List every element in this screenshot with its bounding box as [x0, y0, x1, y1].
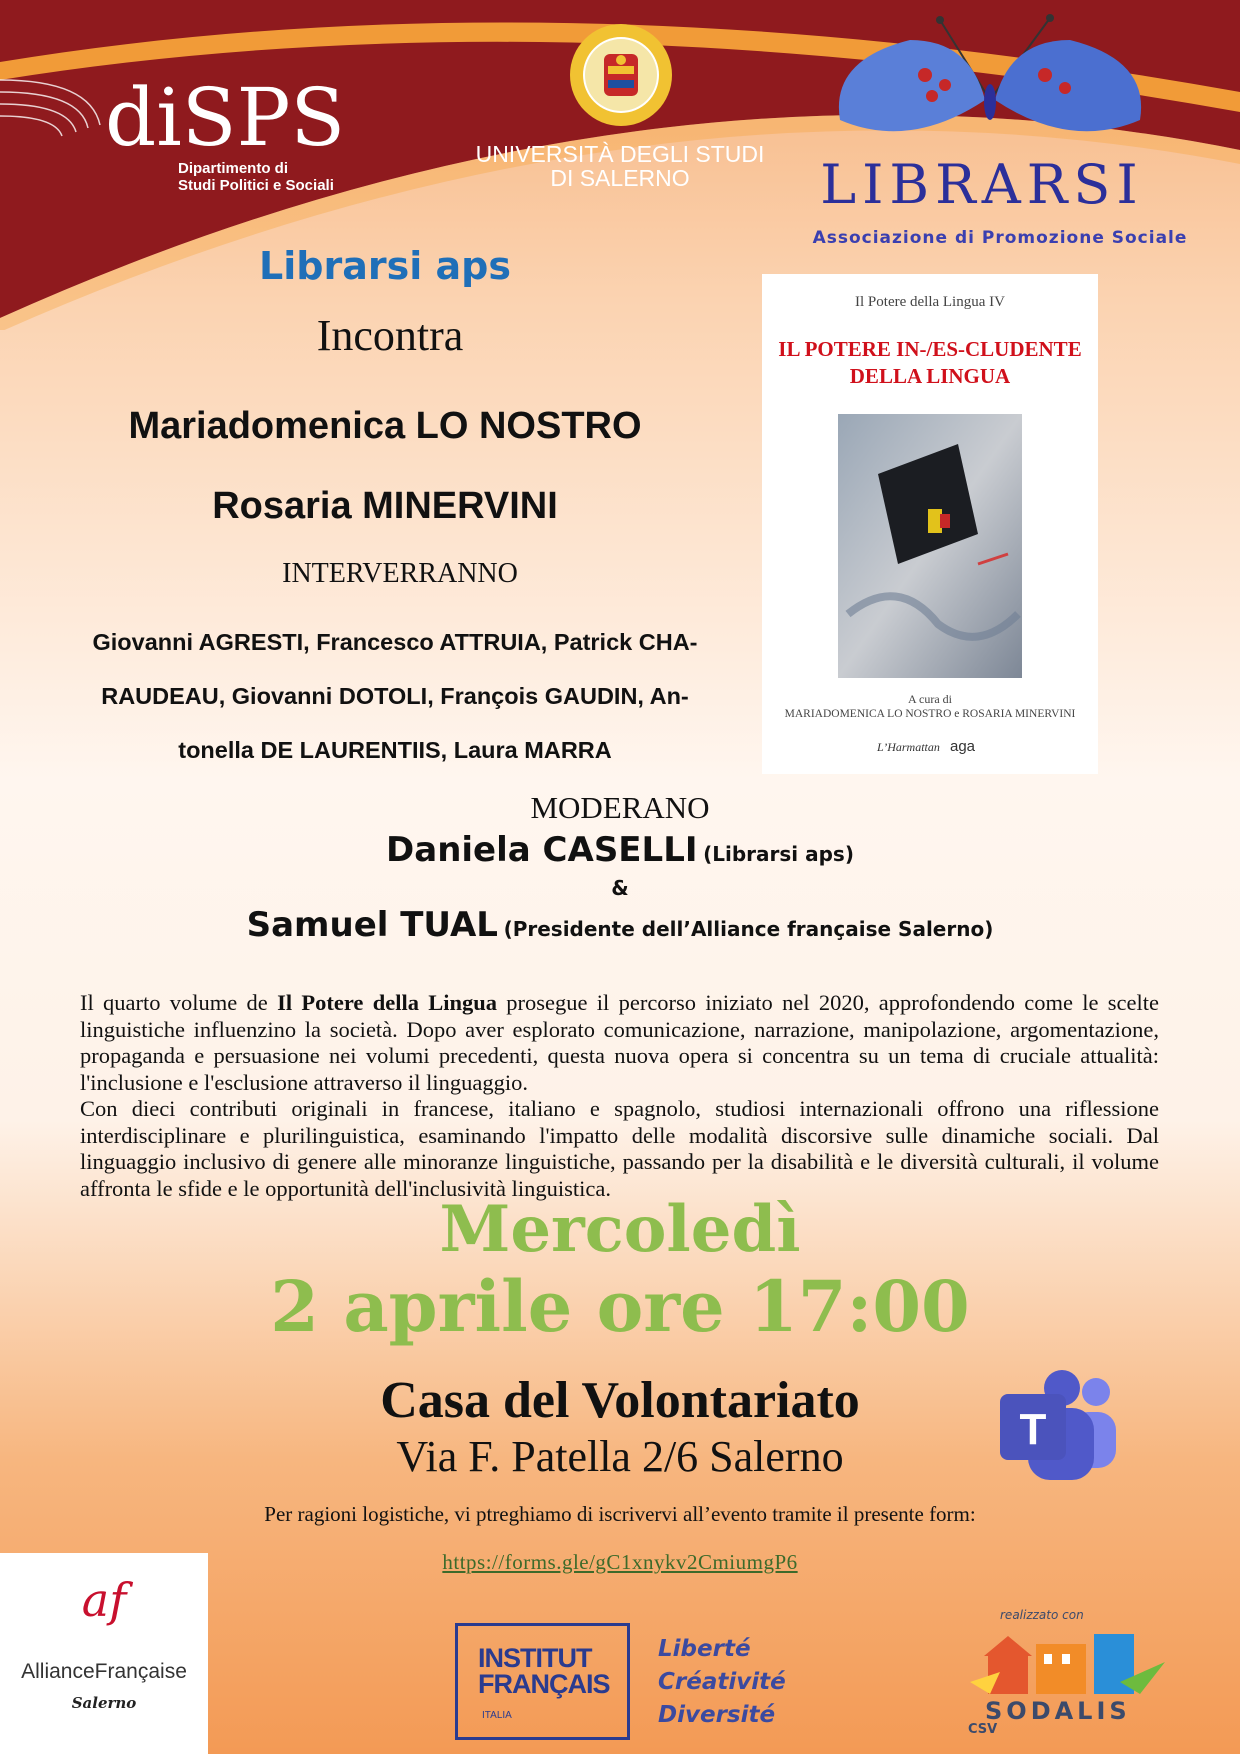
motto-word: Liberté: [658, 1636, 751, 1662]
moderator-1: [200, 830, 1040, 870]
book-cover: [762, 274, 1098, 774]
registration-note: Per ragioni logistiche, vi ptreghiamo di iscrivervi all’evento tramite il presente form:: [264, 1502, 976, 1526]
description-book-title: Il Potere della Lingua: [277, 990, 498, 1015]
sodalis-tagline: realizzato con: [1000, 1608, 1084, 1622]
librarsi-logo-subtitle: Associazione di Promozione Sociale: [812, 228, 1188, 248]
moderator-2-name: Samuel TUAL: [246, 905, 498, 945]
butterfly-icon: [820, 10, 1160, 170]
author-2: Rosaria MINERVINI: [212, 485, 558, 527]
alliance-francaise-name: AllianceFrançaise: [21, 1660, 187, 1683]
event-address: Via F. Patella 2/6 Salerno: [396, 1432, 844, 1481]
speakers-list: [80, 615, 710, 777]
university-line1: UNIVERSITÀ DEGLI STUDI: [475, 141, 765, 167]
moderator-1-name: Daniela CASELLI: [386, 830, 698, 870]
registration-link[interactable]: https://forms.gle/gC1xnykv2CmiumgP6: [442, 1550, 798, 1574]
disps-logo-text: diSPS: [105, 71, 346, 164]
university-seal-icon: [568, 22, 674, 128]
book-cover-painting: [838, 414, 1022, 678]
svg-text:T: T: [1019, 1405, 1047, 1454]
institut-francais-motto: [658, 1633, 786, 1732]
book-series: Il Potere della Lingua IV: [855, 294, 1005, 310]
meets-label: Incontra: [316, 311, 464, 360]
book-publisher-2: aga: [950, 738, 976, 755]
book-description: [80, 990, 1159, 1202]
moderators-heading: MODERANO: [530, 790, 710, 825]
university-line2: DI SALERNO: [550, 165, 690, 191]
librarsi-logo-text: LIBRARSI: [820, 153, 1144, 216]
institut-francais-name: [478, 1645, 610, 1697]
speakers-line: RAUDEAU, Giovanni DOTOLI, François GAUDIN, An-: [101, 683, 689, 709]
sodalis-name: SODALIS: [985, 1697, 1131, 1725]
university-name: [470, 142, 770, 190]
disps-line1: Dipartimento di: [178, 160, 289, 177]
event-day: Mercoledì: [439, 1192, 801, 1267]
author-1: Mariadomenica LO NOSTRO: [128, 405, 642, 447]
event-venue: Casa del Volontariato: [380, 1372, 860, 1429]
moderator-2: [140, 905, 1100, 945]
description-paragraph-1: [80, 990, 1159, 1096]
institut-francais-country: ITALIA: [482, 1710, 512, 1721]
institut-line1: INSTITUT: [478, 1643, 592, 1673]
moderator-2-role: (Presidente dell’Alliance française Salerno): [503, 917, 994, 941]
ampersand: &: [611, 876, 629, 900]
motto-word: Créativité: [658, 1669, 786, 1695]
disps-department: [178, 160, 334, 194]
book-publisher-1: L’Harmattan: [877, 740, 940, 754]
moderator-1-role: (Librarsi aps): [703, 842, 854, 866]
description-text: Il quarto volume de: [80, 990, 278, 1015]
institut-line2: FRANÇAIS: [478, 1669, 610, 1699]
speakers-line: Giovanni AGRESTI, Francesco ATTRUIA, Patrick CHA-: [92, 629, 698, 655]
book-title-line2: DELLA LINGUA: [849, 364, 1011, 388]
speakers-heading: INTERVERRANNO: [282, 558, 518, 589]
description-paragraph-2: Con dieci contributi originali in francese, italiano e spagnolo, studiosi internazionali offrono una riflessione interdisciplinare e plurilinguistica, esaminando l'impatto delle modalità discorsive sulle dinamiche sociali. Dal linguaggio inclusivo di genere alle minoranze linguistiche, passando per la disabilità e le diversità culturali, il volume affronta le sfide e le opportunità dell'inclusività linguistica.: [80, 1096, 1159, 1201]
event-date-time: 2 aprile ore 17:00: [270, 1265, 970, 1348]
teams-icon: [996, 1368, 1120, 1480]
disps-line2: Studi Politici e Sociali: [178, 177, 334, 194]
alliance-francaise-city: Salerno: [71, 1694, 137, 1712]
book-curated-by: A cura di: [908, 692, 952, 706]
book-title: [762, 336, 1098, 390]
speakers-line: tonella DE LAURENTIIS, Laura MARRA: [178, 737, 612, 763]
alliance-francaise-mark: af: [81, 1573, 127, 1627]
sodalis-buildings-icon: [970, 1622, 1170, 1698]
description-text: prosegue il percorso iniziato nel 2020, approfondendo come le scelte linguistiche influenzino la società. Dopo aver esplorato comunicazione, narrazione, manipolazione, argomentazione, propaganda e persuasione nei volumi precedenti, questa nuova opera si concentra su un tema di cruciale attualità: l'inclusione e l'esclusione attraverso il linguaggio.: [80, 990, 1159, 1095]
motto-word: Diversité: [658, 1702, 776, 1728]
disps-arcs-icon: [0, 70, 110, 170]
book-editors: MARIADOMENICA LO NOSTRO e ROSARIA MINERVINI: [784, 708, 1076, 720]
sodalis-csv: CSV: [968, 1722, 998, 1737]
organizer: Librarsi aps: [259, 244, 511, 288]
book-title-line1: IL POTERE IN-/ES-CLUDENTE: [778, 337, 1082, 361]
